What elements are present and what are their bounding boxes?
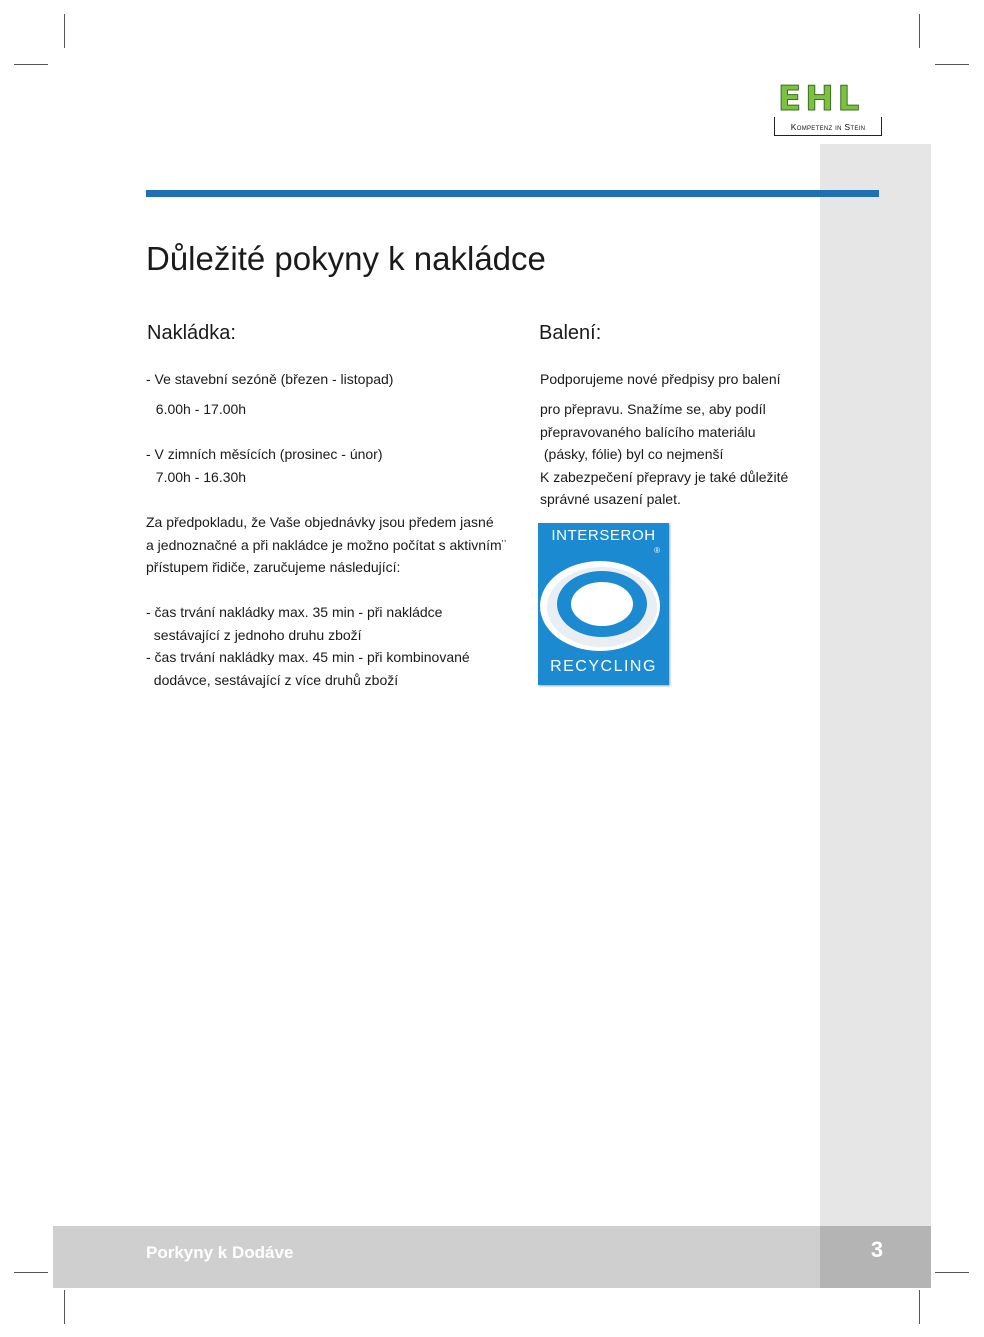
eye-icon: [538, 556, 669, 656]
guarantee-line: - čas trvání nakládky max. 35 min - při nakládce: [146, 604, 443, 620]
packaging-line: správné usazení palet.: [540, 491, 681, 507]
guarantee-line: sestávající z jednoho druhu zboží: [146, 627, 362, 643]
summer-season-text: - Ve stavební sezóně (březen - listopad): [146, 371, 394, 387]
crop-mark: [14, 1272, 48, 1273]
page-number: 3: [870, 1237, 884, 1262]
ehl-logo-letters: EHL: [778, 79, 864, 119]
interseroh-logo-bottom-text: RECYCLING: [550, 658, 657, 675]
ehl-logo: [774, 79, 882, 140]
crop-mark: [14, 64, 48, 65]
condition-line: přístupem řidiče, zaručujeme následující:: [146, 559, 401, 575]
page-title: Důležité pokyny k nakládce: [146, 240, 546, 277]
guarantee-line: - čas trvání nakládky max. 45 min - při kombinované: [146, 649, 470, 665]
side-strip: [820, 52, 931, 1288]
crop-mark: [935, 1272, 969, 1273]
ehl-logo-tagline: Kompetenz in Stein: [774, 117, 882, 136]
winter-hours-text: 7.00h - 16.30h: [148, 469, 247, 485]
header-rule: [146, 190, 879, 197]
registered-mark: ®: [654, 546, 660, 555]
interseroh-recycling-logo: [538, 523, 669, 685]
crop-mark: [64, 1290, 65, 1324]
condition-line: Za předpokladu, že Vaše objednávky jsou předem jasné: [146, 514, 494, 530]
crop-mark: [935, 64, 969, 65]
packaging-line: pro přepravu. Snažíme se, aby podíl: [540, 401, 766, 417]
packaging-line: přepravovaného balícího materiálu: [540, 424, 756, 440]
crop-mark: [64, 14, 65, 48]
footer-title: Porkyny k Dodáve: [146, 1243, 294, 1262]
winter-season-text: - V zimních měsících (prosinec - únor): [146, 446, 383, 462]
summer-hours-text: 6.00h - 17.00h: [148, 401, 247, 417]
packaging-intro: Podporujeme nové předpisy pro balení: [540, 371, 781, 387]
guarantee-line: dodávce, sestávající z více druhů zboží: [146, 672, 399, 688]
packaging-heading: Balení:: [539, 322, 602, 344]
crop-mark: [919, 14, 920, 48]
interseroh-logo-top-text: INTERSEROH: [551, 527, 656, 544]
packaging-line: (pásky, fólie) byl co nejmenší: [540, 446, 724, 462]
condition-line: a jednoznačné a při nakládce je možno počítat s aktivním¨: [146, 537, 507, 553]
loading-heading: Nakládka:: [147, 322, 236, 344]
packaging-line: K zabezpečení přepravy je také důležité: [540, 469, 789, 485]
crop-mark: [919, 1290, 920, 1324]
